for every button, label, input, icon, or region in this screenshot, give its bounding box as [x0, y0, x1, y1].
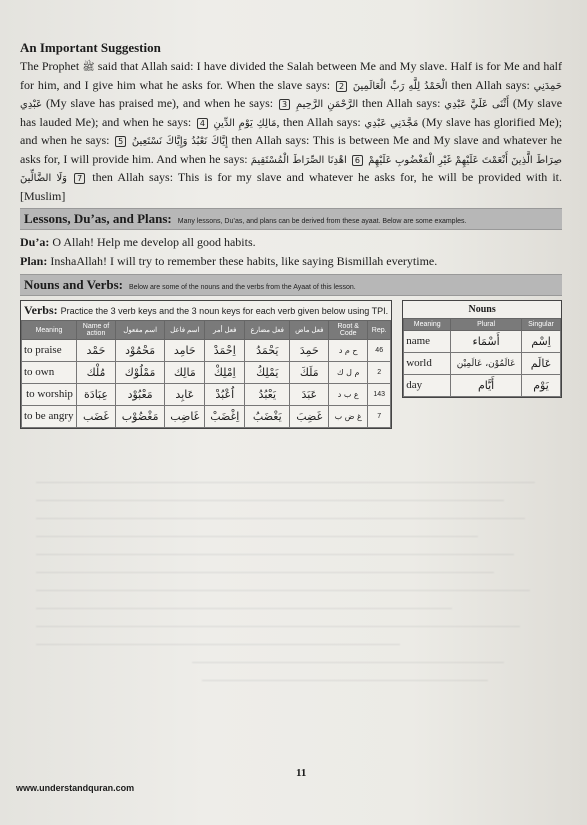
header-cell: اسم مفعول	[116, 321, 165, 340]
header-cell: Singular	[522, 319, 561, 331]
nouns-table-box	[402, 300, 562, 398]
rep-cell: 7	[368, 406, 391, 428]
arabic-phrase: أَثْنَى عَلَيَّ عَبْدِي	[444, 99, 509, 110]
singular-cell: عَالَم	[522, 353, 561, 375]
plural-cell: أَيَّام	[451, 375, 522, 397]
arabic-phrase: إِيَّاكَ نَعْبُدُ وَإِيَّاكَ نَسْتَعِينُ	[131, 136, 228, 147]
lessons-title: Lessons, Du’as, and Plans:	[24, 211, 172, 226]
arabic-cell: يَمْلِكُ	[245, 362, 290, 384]
singular-cell: يَوْم	[522, 375, 561, 397]
arabic-phrase: اهْدِنَا الصِّرَاطَ الْمُسْتَقِيمَ	[250, 154, 347, 166]
arabic-cell: عَابِد	[165, 384, 205, 406]
table-row	[22, 362, 391, 384]
meaning-cell: world	[404, 353, 451, 375]
text-segment: (My slave has lauded Me); and when he says:	[20, 96, 563, 129]
verbs-header-row	[22, 321, 391, 340]
header-cell: Plural	[451, 319, 522, 331]
nouns-header-row	[404, 319, 561, 331]
arabic-phrase: الرَّحْمَنِ الرَّحِيمِ	[295, 99, 359, 110]
arabic-phrase: صِرَاطَ الَّذِينَ أَنْعَمْتَ عَلَيْهِمْ غَيْرِ الْمَغْضُوبِ عَلَيْهِمْ وَلَا الضَّالِّينَ	[20, 154, 562, 184]
arabic-phrase: حَمِدَنِي عَبْدِي	[20, 80, 562, 110]
arabic-cell: اُعْبُدْ	[205, 384, 245, 406]
table-row	[404, 331, 561, 353]
table-row	[22, 340, 391, 362]
dua-label: Du’a:	[20, 235, 50, 249]
arabic-cell: مَمْلُوْك	[116, 362, 165, 384]
root-cell: غ ض ب	[329, 406, 368, 428]
plural-cell: عَالَمُوْن، عَالَمِيْن	[451, 353, 522, 375]
ayah-number-badge: 3	[279, 99, 290, 110]
table-row	[404, 375, 561, 397]
verbs-caption-label: Verbs:	[24, 303, 58, 317]
meaning-cell: to praise	[22, 340, 77, 362]
arabic-cell: غَاضِب	[165, 406, 205, 428]
arabic-cell: غَضَب	[77, 406, 116, 428]
header-cell: Meaning	[404, 319, 451, 331]
root-cell: ح م د	[329, 340, 368, 362]
ayah-number-badge: 7	[74, 173, 85, 184]
table-row	[22, 384, 391, 406]
verbs-caption-text: Practice the 3 verb keys and the 3 noun keys for each verb given below using TPI.	[60, 306, 389, 316]
meaning-cell: day	[404, 375, 451, 397]
arabic-phrase: مَالِكِ يَوْمِ الدِّينِ	[213, 117, 277, 129]
rep-cell: 2	[368, 362, 391, 384]
header-cell: Rep.	[368, 321, 391, 340]
bleed-through-texture	[36, 465, 556, 681]
lessons-header-bar	[20, 208, 562, 230]
nouns-verbs-header-bar	[20, 274, 562, 296]
arabic-cell: يَعْبُدُ	[245, 384, 290, 406]
header-cell: فعل مضارع	[245, 321, 290, 340]
arabic-cell: مَعْبُوْد	[116, 384, 165, 406]
text-segment: then Allah says:	[451, 77, 530, 92]
hadith-paragraph	[20, 58, 562, 205]
arabic-cell: يَغْضَبُ	[245, 406, 290, 428]
plan-line	[20, 252, 562, 271]
header-cell: Root & Code	[329, 321, 368, 340]
arabic-cell: حَامِد	[165, 340, 205, 362]
salawat-glyph: ﷺ	[82, 62, 95, 73]
arabic-cell: عِبَادَة	[77, 384, 116, 406]
suggestion-title: An Important Suggestion	[20, 40, 161, 55]
text-segment: then Allah says: This is for my slave and whatever he asks for, he will be provided with it. [Muslim]	[20, 170, 563, 203]
meaning-cell: to own	[22, 362, 77, 384]
text-segment: The Prophet	[20, 59, 80, 73]
arabic-cell: غَضِبَ	[290, 406, 329, 428]
arabic-cell: اِمْلِكْ	[205, 362, 245, 384]
arabic-phrase: مَجَّدَنِي عَبْدِي	[364, 117, 419, 129]
page-content	[20, 40, 562, 429]
arabic-cell: مَلَكَ	[290, 362, 329, 384]
header-cell: اسم فاعل	[165, 321, 205, 340]
meaning-cell: to be angry	[22, 406, 77, 428]
nouns-table	[403, 318, 561, 397]
arabic-cell: مَحْمُوْد	[116, 340, 165, 362]
text-segment: then Allah says:	[362, 96, 441, 110]
ayah-number-badge: 4	[197, 118, 208, 129]
arabic-cell: مَغْضُوْب	[116, 406, 165, 428]
meaning-cell: name	[404, 331, 451, 353]
plural-cell: أَسْمَاء	[451, 331, 522, 353]
nouns-table-caption: Nouns	[468, 304, 496, 315]
plan-text: InshaAllah! I will try to remember these habits, like saying Bismillah everytime.	[50, 254, 438, 268]
arabic-cell: مُلْك	[77, 362, 116, 384]
text-segment: said that Allah said: I have divided the Salah between Me and My slave. Half is for Me and half for him, and I give him what he asks for. When the slave says:	[20, 59, 562, 92]
ayah-number-badge: 5	[115, 136, 126, 147]
verbs-table-caption	[21, 301, 391, 320]
text-segment: then Allah says: This is between Me and My slave and whatever he asks for, I will provide him. And when he says:	[20, 133, 562, 166]
plan-label: Plan:	[20, 254, 48, 268]
vocab-tables	[20, 300, 562, 429]
ayah-number-badge: 6	[352, 155, 363, 166]
arabic-cell: اِغْضَبْ	[205, 406, 245, 428]
verbs-table	[21, 320, 391, 428]
dua-line	[20, 233, 562, 252]
nouns-verbs-note: Below are some of the nouns and the verbs from the Ayaat of this lesson.	[129, 284, 356, 291]
meaning-cell: to worship	[22, 384, 77, 406]
arabic-cell: يَحْمَدُ	[245, 340, 290, 362]
table-row	[22, 406, 391, 428]
rep-cell: 46	[368, 340, 391, 362]
ayah-number-badge: 2	[336, 81, 347, 92]
header-cell: Name of action	[77, 321, 116, 340]
text-segment: (My slave has praised me), and when he says:	[45, 96, 274, 110]
arabic-phrase: الْحَمْدُ لِلَّهِ رَبِّ الْعَالَمِينَ	[352, 80, 448, 92]
nouns-verbs-title: Nouns and Verbs:	[24, 277, 123, 292]
rep-cell: 143	[368, 384, 391, 406]
header-cell: Meaning	[22, 321, 77, 340]
singular-cell: اِسْم	[522, 331, 561, 353]
dua-text: O Allah! Help me develop all good habits.	[52, 235, 256, 249]
footer-website-link[interactable]: www.understandquran.com	[16, 783, 135, 793]
lessons-note: Many lessons, Du’as, and plans can be derived from these ayaat. Below are some examples.	[177, 218, 467, 225]
table-row	[404, 353, 561, 375]
arabic-cell: مَالِك	[165, 362, 205, 384]
arabic-cell: اِحْمَدْ	[205, 340, 245, 362]
header-cell: فعل أمر	[205, 321, 245, 340]
text-segment: , then Allah says:	[276, 114, 361, 129]
header-cell: فعل ماض	[290, 321, 329, 340]
verbs-table-box	[20, 300, 392, 429]
arabic-cell: عَبَدَ	[290, 384, 329, 406]
page-number: 11	[296, 767, 307, 779]
root-cell: م ل ك	[329, 362, 368, 384]
root-cell: ع ب د	[329, 384, 368, 406]
text-segment: (My slave has glorified Me); and when he says:	[20, 114, 563, 147]
arabic-cell: حَمْد	[77, 340, 116, 362]
arabic-cell: حَمِدَ	[290, 340, 329, 362]
